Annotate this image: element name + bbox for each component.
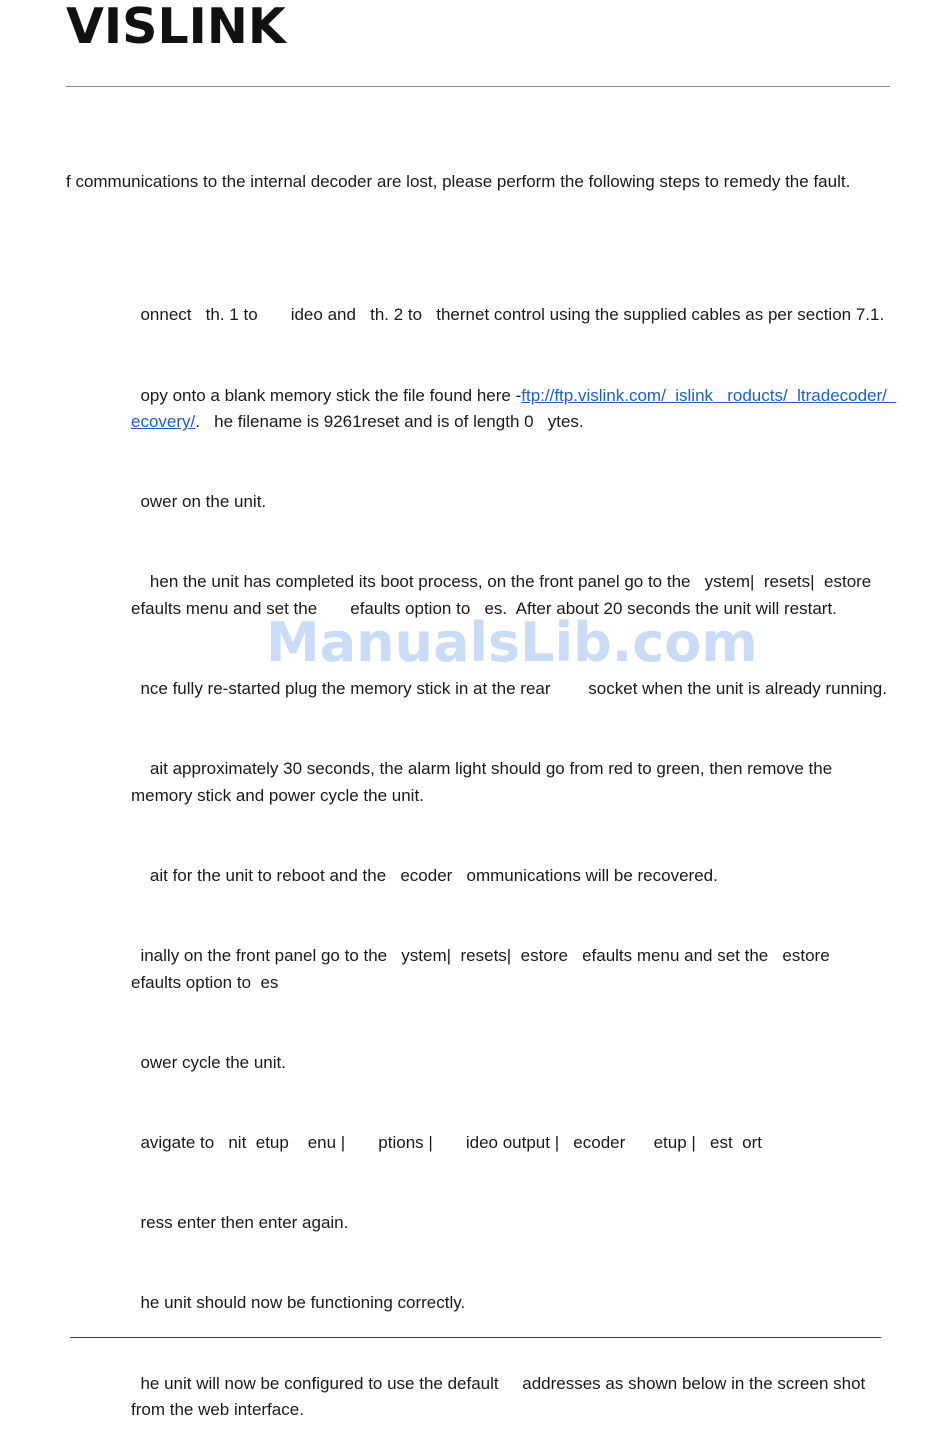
- ftp-recovery-link[interactable]: ftp://ftp.vislink.com/ islink roducts/ ltradecoder/ ecovery/: [131, 385, 897, 432]
- intro-paragraph: f communications to the internal decoder are lost, please perform the following steps to remedy the fault.: [66, 172, 851, 191]
- footer-divider: [70, 1337, 881, 1338]
- step-copy-text: opy onto a blank memory stick the file found here -: [131, 385, 522, 405]
- step-wait-alarm: ait approximately 30 seconds, the alarm light should go from red to green, then remove the memory stick and power cycle the unit.: [131, 759, 837, 806]
- step-plug-memory-stick: nce fully re-started plug the memory stick in at the rear socket when the unit is already running.: [131, 679, 887, 699]
- vislink-logo: VISLINK: [66, 0, 286, 55]
- step-finally-restore: inally on the front panel go to the ystem| resets| estore efaults menu and set the estore efaults option to es: [131, 946, 844, 992]
- step-copy-file: [131, 383, 897, 436]
- recovery-steps-list: [131, 249, 897, 1451]
- manualslib-watermark: ManualsLib.com: [266, 611, 758, 674]
- step-restore-defaults: hen the unit has completed its boot process, on the front panel go to the ystem| resets| estore efaults menu and set the efaults option to es. After about 20 seconds the unit will restart.: [131, 572, 886, 619]
- step-power-cycle: ower cycle the unit.: [131, 1053, 286, 1073]
- step-functioning: he unit should now be functioning correctly.: [131, 1293, 466, 1313]
- step-copy-filename: . he filename is 9261reset and is of length 0 ytes.: [195, 412, 584, 432]
- step-default-addresses: he unit will now be configured to use the default addresses as shown below in the screen shot from the web interface.: [131, 1373, 871, 1420]
- step-power-on: ower on the unit.: [131, 492, 267, 512]
- step-navigate-menu: avigate to nit etup enu | ptions | ideo output | ecoder etup | est ort: [131, 1133, 762, 1153]
- step-press-enter: ress enter then enter again.: [131, 1213, 349, 1233]
- header-divider: [66, 86, 890, 87]
- step-wait-reboot: ait for the unit to reboot and the ecoder ommunications will be recovered.: [131, 866, 718, 886]
- step-connect: onnect th. 1 to ideo and th. 2 to thernet control using the supplied cables as per section 7.1.: [131, 305, 885, 325]
